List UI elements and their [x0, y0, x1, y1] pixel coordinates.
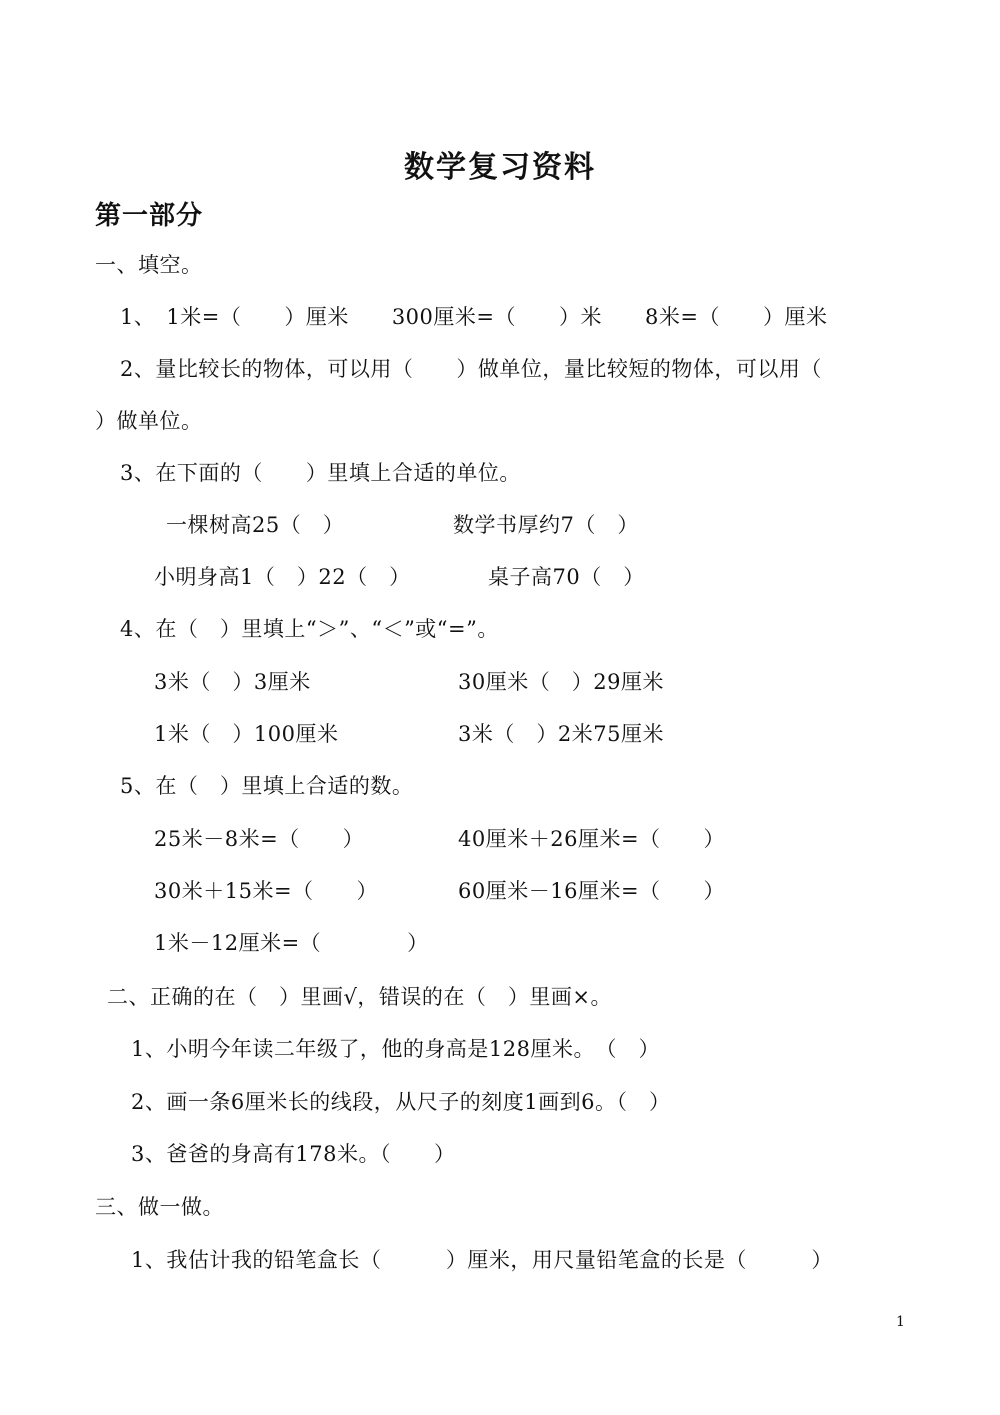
section1-q3: 3、在下面的（ ）里填上合适的单位。: [120, 461, 521, 485]
section1-q4-item-a: 3米（ ）3厘米: [154, 670, 311, 694]
section1-q4-item-c: 1米（ ）100厘米: [154, 722, 339, 746]
part-heading: 第一部分: [95, 201, 204, 231]
section1-q3-item-c: 小明身高1（ ）22（ ）: [154, 565, 411, 589]
section1-q4-item-b: 30厘米（ ）29厘米: [458, 670, 664, 694]
section1-q5-item-d: 60厘米－16厘米=（ ）: [458, 879, 726, 903]
section1-q5-item-e: 1米－12厘米=（ ）: [154, 931, 429, 955]
section2-q3: 3、爸爸的身高有178米。（ ）: [131, 1142, 456, 1166]
section1-q4: 4、在（ ）里填上“＞”、“＜”或“=”。: [120, 617, 499, 641]
section1-q5-item-b: 40厘米＋26厘米=（ ）: [458, 827, 726, 851]
section1-q3-item-b: 数学书厚约7（ ）: [453, 513, 639, 537]
section2-q1: 1、小明今年读二年级了，他的身高是128厘米。 （ ）: [131, 1037, 660, 1061]
section1-q5-item-c: 30米＋15米=（ ）: [154, 879, 379, 903]
section3-q1: 1、我估计我的铅笔盒长（ ）厘米，用尺量铅笔盒的长是（ ）: [131, 1248, 833, 1272]
section1-q3-item-a: 一棵树高25（ ）: [166, 513, 345, 537]
section3-heading: 三、做一做。: [95, 1195, 224, 1219]
section1-q2-line2: ）做单位。: [95, 409, 203, 433]
section1-q5: 5、在（ ）里填上合适的数。: [120, 774, 414, 798]
page-title: 数学复习资料: [404, 150, 596, 185]
page-number: 1: [896, 1314, 905, 1330]
section1-heading: 一、填空。: [95, 253, 203, 277]
section2-q2: 2、画一条6厘米长的线段，从尺子的刻度1画到6。（ ）: [131, 1090, 671, 1114]
section1-q2-line1: 2、量比较长的物体，可以用（ ）做单位，量比较短的物体，可以用（: [120, 357, 822, 381]
section1-q4-item-d: 3米（ ）2米75厘米: [458, 722, 664, 746]
section2-heading: 二、正确的在（ ）里画√，错误的在（ ）里画×。: [107, 985, 612, 1009]
section1-q3-item-d: 桌子高70（ ）: [488, 565, 645, 589]
section1-q1: 1、 1米=（ ）厘米 300厘米=（ ）米 8米=（ ）厘米: [120, 305, 828, 329]
section1-q5-item-a: 25米－8米=（ ）: [154, 827, 365, 851]
